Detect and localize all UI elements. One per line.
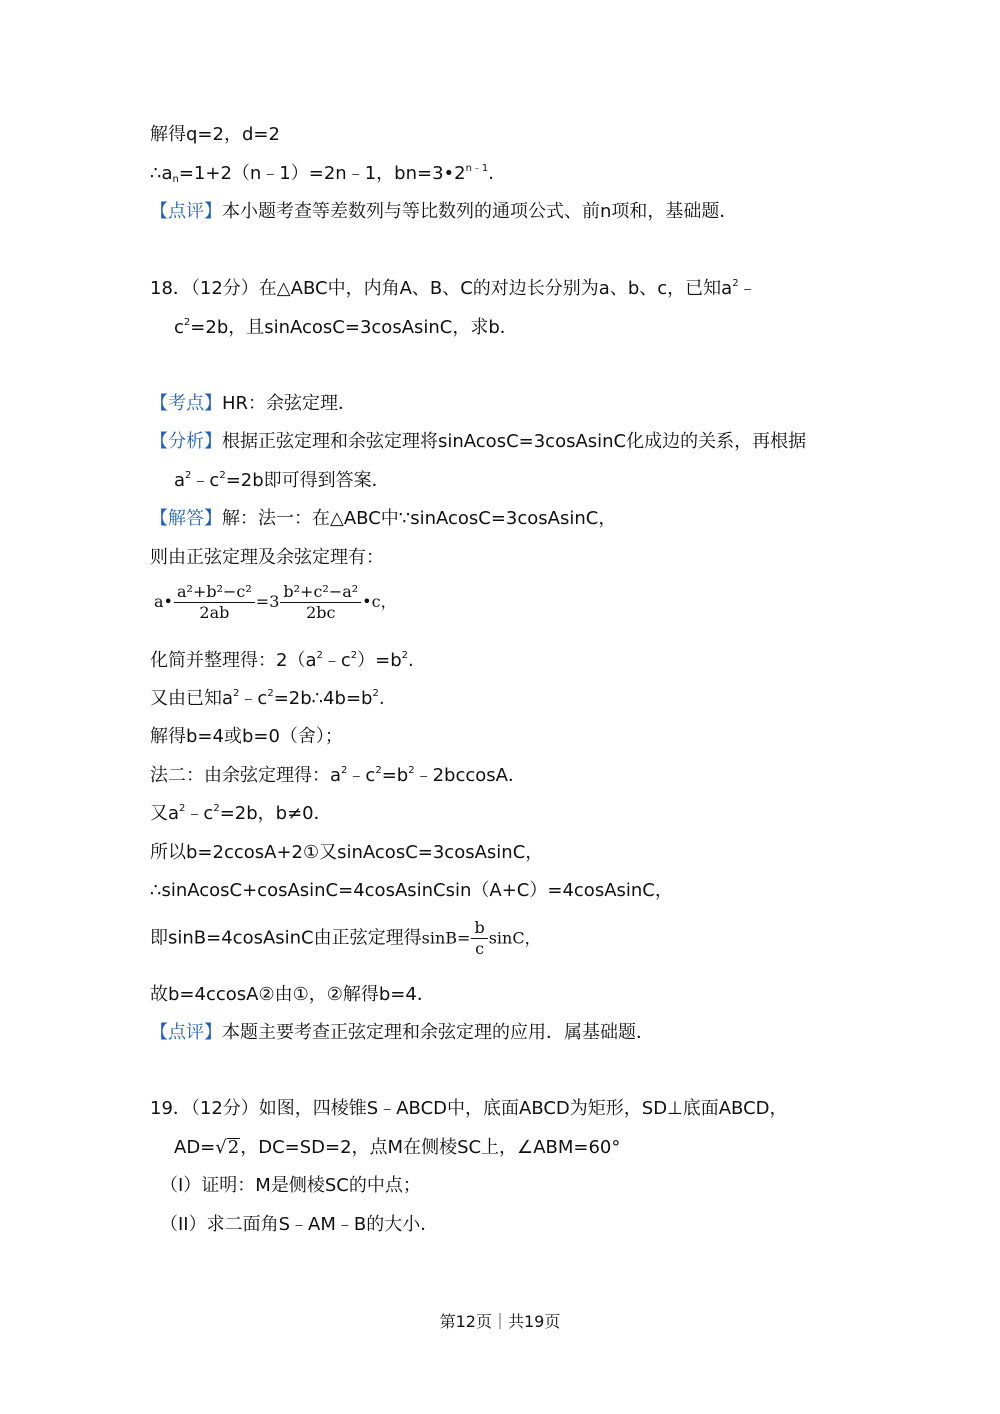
text: 解：法一：在△ABC中∵sinAcosC=3cosAsinC， — [222, 508, 617, 529]
text: a• — [154, 592, 173, 611]
superscript: 2 — [267, 688, 274, 699]
superscript: 2 — [185, 470, 192, 481]
text: •c， — [362, 592, 397, 611]
text: =2b∴4b=b — [273, 688, 373, 709]
text: ﹣c — [185, 803, 214, 824]
text: ∴a — [150, 163, 173, 184]
denominator: 2bc — [306, 603, 336, 622]
text: =1+2（n﹣1）=2n﹣1，bn=3•2 — [178, 163, 466, 184]
fenxi-line — [174, 469, 390, 493]
text: c — [174, 317, 184, 338]
text: =2b即可得到答案． — [225, 470, 390, 491]
text-line — [150, 802, 332, 826]
text: 所以b=2ccosA+2①又sinAcosC=3cosAsinC， — [150, 842, 544, 863]
kaodian-line — [150, 392, 356, 416]
text: 19．（12分）如图，四棱锥S﹣ABCD中，底面ABCD为矩形，SD⊥底面ABCD， — [150, 1098, 788, 1119]
question-19-line — [150, 1097, 788, 1121]
text: ﹣2bccosA． — [414, 765, 526, 786]
radicand: 2 — [227, 1137, 240, 1158]
fraction — [471, 918, 487, 959]
fraction — [174, 582, 255, 623]
text-line — [150, 725, 343, 749]
superscript: n﹣1 — [465, 163, 489, 174]
fenxi-line — [150, 430, 806, 454]
text-line — [150, 918, 541, 959]
text: （II）求二面角S﹣AM﹣B的大小． — [160, 1214, 439, 1235]
kaodian-tag: 【考点】 — [150, 393, 222, 414]
jieda-line — [150, 507, 616, 531]
superscript: 2 — [183, 317, 191, 328]
text: AD= — [174, 1137, 216, 1158]
text: 又由已知a — [150, 688, 234, 709]
superscript: 2 — [179, 803, 186, 814]
page-footer: 第12页｜共19页 — [439, 1312, 561, 1331]
jieda-tag: 【解答】 — [150, 508, 222, 529]
fraction — [280, 582, 361, 623]
text: ﹣c — [191, 470, 220, 491]
sqrt-sign: √ — [215, 1137, 227, 1158]
text: ﹣c — [322, 650, 351, 671]
text: 法二：由余弦定理得：a — [150, 765, 342, 786]
superscript: 2 — [213, 803, 220, 814]
text: ﹣ — [738, 278, 757, 299]
superscript: 2 — [732, 278, 739, 289]
question-18-line — [150, 277, 757, 301]
comment-line — [150, 200, 737, 224]
comment-tag: 【点评】 — [150, 201, 222, 222]
text: =3 — [255, 592, 280, 611]
text: 根据正弦定理和余弦定理将sinAcosC=3cosAsinC化成边的关系，再根据 — [222, 431, 807, 452]
question-18-line — [174, 316, 518, 340]
text-line — [150, 841, 543, 865]
equation — [154, 582, 397, 623]
text: HR：余弦定理． — [222, 393, 357, 414]
text: =b — [381, 765, 409, 786]
text: ﹣c — [239, 688, 268, 709]
text: ，DC=SD=2，点M在侧棱SC上，∠ABM=60° — [240, 1137, 621, 1158]
text: ）=b — [357, 650, 402, 671]
superscript: 2 — [316, 650, 323, 661]
numerator: b — [471, 918, 487, 939]
text: 本小题考查等差数列与等比数列的通项公式、前n项和，基础题． — [222, 201, 738, 222]
text: 即sinB=4cosAsinC由正弦定理得 — [150, 927, 422, 949]
text: . — [408, 650, 414, 671]
text: a — [174, 470, 186, 491]
text-line — [150, 879, 673, 903]
text-line — [150, 764, 526, 788]
superscript: 2 — [375, 765, 382, 776]
text: 化简并整理得：2（a — [150, 650, 317, 671]
text: （I）证明：M是侧棱SC的中点； — [160, 1175, 421, 1196]
text-line — [150, 983, 435, 1007]
text: 18．（12分）在△ABC中，内角A、B、C的对边长分别为a、b、c，已知a — [150, 278, 733, 299]
superscript: 2 — [408, 765, 415, 776]
superscript: 2 — [401, 650, 409, 661]
denominator: c — [475, 939, 485, 958]
denominator: 2ab — [199, 603, 230, 622]
superscript: 2 — [341, 765, 348, 776]
text: 解得b=4或b=0（舍）； — [150, 726, 343, 747]
text-line — [150, 162, 494, 186]
numerator: b²+c²−a² — [280, 582, 361, 603]
superscript: 2 — [372, 688, 379, 699]
text-line — [150, 649, 414, 673]
text: ﹣c — [347, 765, 376, 786]
comment-tag: 【点评】 — [150, 1022, 222, 1043]
math-text: sinC， — [488, 928, 541, 948]
text: 本题主要考查正弦定理和余弦定理的应用．属基础题． — [222, 1022, 654, 1043]
text: 则由正弦定理及余弦定理有： — [150, 547, 384, 568]
text: =2b，且sinAcosC=3cosAsinC，求b． — [190, 317, 518, 338]
subscript: n — [172, 174, 179, 185]
text: ∴sinAcosC+cosAsinC=4cosAsinCsin（A+C）=4cosAsinC， — [150, 880, 673, 901]
text: . — [378, 688, 385, 709]
text-line — [150, 687, 385, 711]
comment-line — [150, 1021, 654, 1045]
text: . — [488, 163, 495, 184]
text: 又a — [150, 803, 180, 824]
text: =2b，b≠0． — [219, 803, 332, 824]
superscript: 2 — [350, 650, 358, 661]
text: 解得q=2，d=2 — [150, 124, 280, 145]
question-19-line — [174, 1136, 620, 1160]
superscript: 2 — [233, 688, 240, 699]
numerator: a²+b²−c² — [174, 582, 255, 603]
text-line — [150, 546, 384, 570]
math-text: sinB= — [421, 928, 471, 948]
text-line — [150, 123, 280, 147]
question-19-part — [160, 1174, 421, 1198]
fenxi-tag: 【分析】 — [150, 431, 222, 452]
question-19-part — [160, 1213, 438, 1237]
text: 故b=4ccosA②由①，②解得b=4． — [150, 984, 435, 1005]
superscript: 2 — [219, 470, 226, 481]
